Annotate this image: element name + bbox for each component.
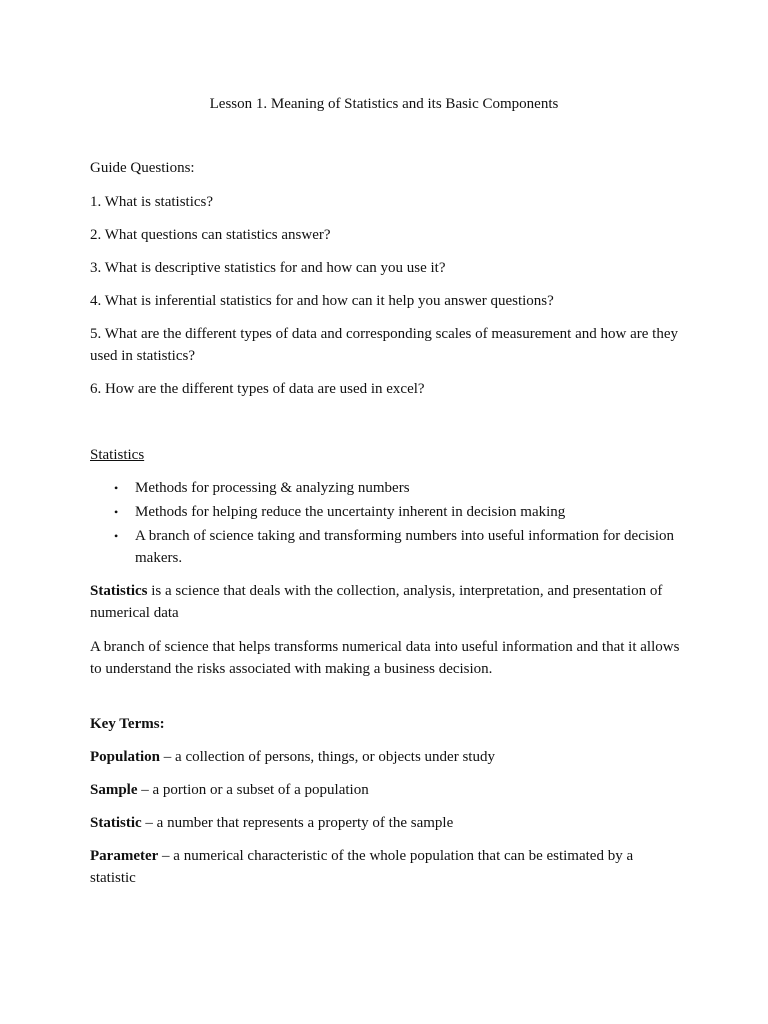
term-label: Statistic bbox=[90, 815, 142, 831]
guide-question-5: 5. What are the different types of data and corresponding scales of measurement and how are they used in statistics? bbox=[90, 326, 678, 364]
key-term-sample bbox=[90, 779, 680, 801]
bullet-text: Methods for helping reduce the uncertainty inherent in decision making bbox=[135, 504, 566, 520]
term-definition: – a number that represents a property of the sample bbox=[141, 815, 454, 831]
guide-question-2: 2. What questions can statistics answer? bbox=[90, 227, 331, 243]
statistics-definition bbox=[90, 580, 680, 624]
term-definition: – a collection of persons, things, or objects under study bbox=[160, 749, 495, 765]
statistics-heading: Statistics bbox=[90, 447, 145, 463]
guide-question-1: 1. What is statistics? bbox=[90, 194, 214, 210]
key-term-parameter bbox=[90, 845, 680, 889]
guide-question-6: 6. How are the different types of data are used in excel? bbox=[90, 381, 425, 397]
bullet-text: A branch of science taking and transforming numbers into useful information for decision makers. bbox=[135, 528, 675, 566]
bullet-text: Methods for processing & analyzing numbers bbox=[135, 480, 410, 496]
bullet-icon: • bbox=[114, 529, 119, 543]
statistics-bullet-list bbox=[90, 477, 680, 571]
guide-question-3: 3. What is descriptive statistics for and how can you use it? bbox=[90, 260, 446, 276]
term-label: Sample bbox=[90, 782, 138, 798]
term-label: Parameter bbox=[90, 848, 159, 864]
list-item bbox=[90, 477, 680, 499]
key-term-population bbox=[90, 746, 680, 768]
guide-question-4: 4. What is inferential statistics for and how can it help you answer questions? bbox=[90, 293, 554, 309]
term-label: Population bbox=[90, 749, 161, 765]
definition-term: Statistics bbox=[90, 583, 148, 599]
bullet-icon: • bbox=[114, 481, 119, 495]
page-title: Lesson 1. Meaning of Statistics and its Basic Components bbox=[209, 96, 559, 112]
list-item bbox=[90, 501, 680, 523]
term-definition: – a portion or a subset of a population bbox=[137, 782, 369, 798]
list-item bbox=[90, 525, 680, 569]
term-definition: – a numerical characteristic of the whole population that can be estimated by a statistic bbox=[90, 848, 634, 886]
key-terms-heading: Key Terms: bbox=[90, 716, 165, 732]
guide-questions-heading: Guide Questions: bbox=[90, 160, 195, 176]
bullet-icon: • bbox=[114, 505, 119, 519]
key-term-statistic bbox=[90, 812, 680, 834]
statistics-paragraph: A branch of science that helps transforms numerical data into useful information and that it allows to understand the risks associated with making a business decision. bbox=[90, 639, 680, 677]
definition-text: is a science that deals with the collection, analysis, interpretation, and presentation of numerical data bbox=[90, 583, 663, 621]
